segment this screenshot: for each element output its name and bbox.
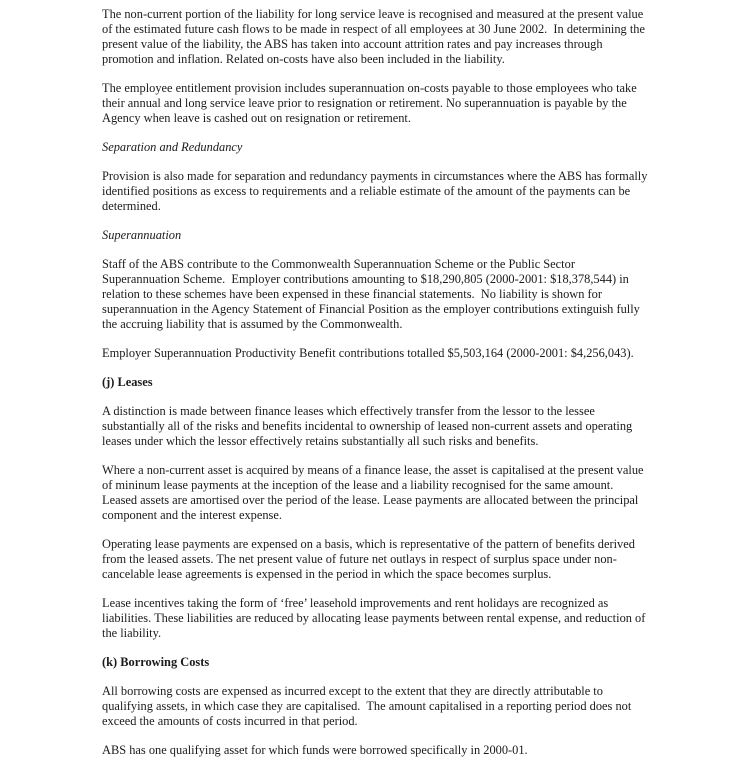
paragraph: The non-current portion of the liability for long service leave is recognised and measured at the present value of the estimated future cash flows to be made in respect of all employees at 30 June 2002. In determining the present value of the liability, the ABS has taken into account attrition rates and pay increases through promotion and inflation. Related on-costs have also been included in the liability. xyxy=(102,7,649,66)
section-heading: (j) Leases xyxy=(102,375,153,389)
subheading: Separation and Redundancy xyxy=(102,140,243,154)
paragraph: A distinction is made between finance leases which effectively transfer from the lessor to the lessee substantially all of the risks and benefits incidental to ownership of leased non-current assets and operating leases under which the lessor effectively retains substantially all such risks and benefits. xyxy=(102,404,636,448)
subheading: Superannuation xyxy=(102,228,182,242)
section-heading: (k) Borrowing Costs xyxy=(102,655,210,669)
paragraph: The employee entitlement provision includes superannuation on-costs payable to those employees who take their annual and long service leave prior to resignation or retirement. No superannuation is payable by the Agency when leave is cashed out on resignation or retirement. xyxy=(102,81,640,125)
paragraph: Staff of the ABS contribute to the Commonwealth Superannuation Scheme or the Public Sector Superannuation Scheme. Employer contributions amounting to $18,290,805 (2000-2001: $18,378,544) in relation to these schemes have been expensed in these financial statements. No liability is shown for superannuation in the Agency Statement of Financial Position as the employer contributions extinguish fully the accruing liability that is assumed by the Commonwealth. xyxy=(102,257,643,331)
paragraph: Lease incentives taking the form of ‘free’ leasehold improvements and rent holidays are recognized as liabilities. These liabilities are reduced by allocating lease payments between rental expense, and reduction of the liability. xyxy=(102,596,649,640)
paragraph: Provision is also made for separation and redundancy payments in circumstances where the ABS has formally identified positions as excess to requirements and a reliable estimate of the amount of the payments can be determined. xyxy=(102,169,651,213)
paragraph: All borrowing costs are expensed as incurred except to the extent that they are directly attributable to qualifying assets, in which case they are capitalised. The amount capitalised in a reporting period does not exceed the amounts of costs incurred in that period. xyxy=(102,684,635,728)
paragraph: Employer Superannuation Productivity Benefit contributions totalled $5,503,164 (2000-2001: $4,256,043). xyxy=(102,346,634,360)
paragraph: Where a non-current asset is acquired by means of a finance lease, the asset is capitalised at the present value of mininum lease payments at the inception of the lease and a liability recognised for the same amount. Leased assets are amortised over the period of the lease. Lease payments are allocated between the principal component and the interest expense. xyxy=(102,463,647,522)
paragraph: Operating lease payments are expensed on a basis, which is representative of the pattern of benefits derived from the leased assets. The net present value of future net outlays in respect of surplus space under non-cancelable lease agreements is expensed in the period in which the space becomes surplus. xyxy=(102,537,639,581)
document-content xyxy=(102,7,650,758)
paragraph: ABS has one qualifying asset for which funds were borrowed specifically in 2000-01. xyxy=(102,743,528,757)
